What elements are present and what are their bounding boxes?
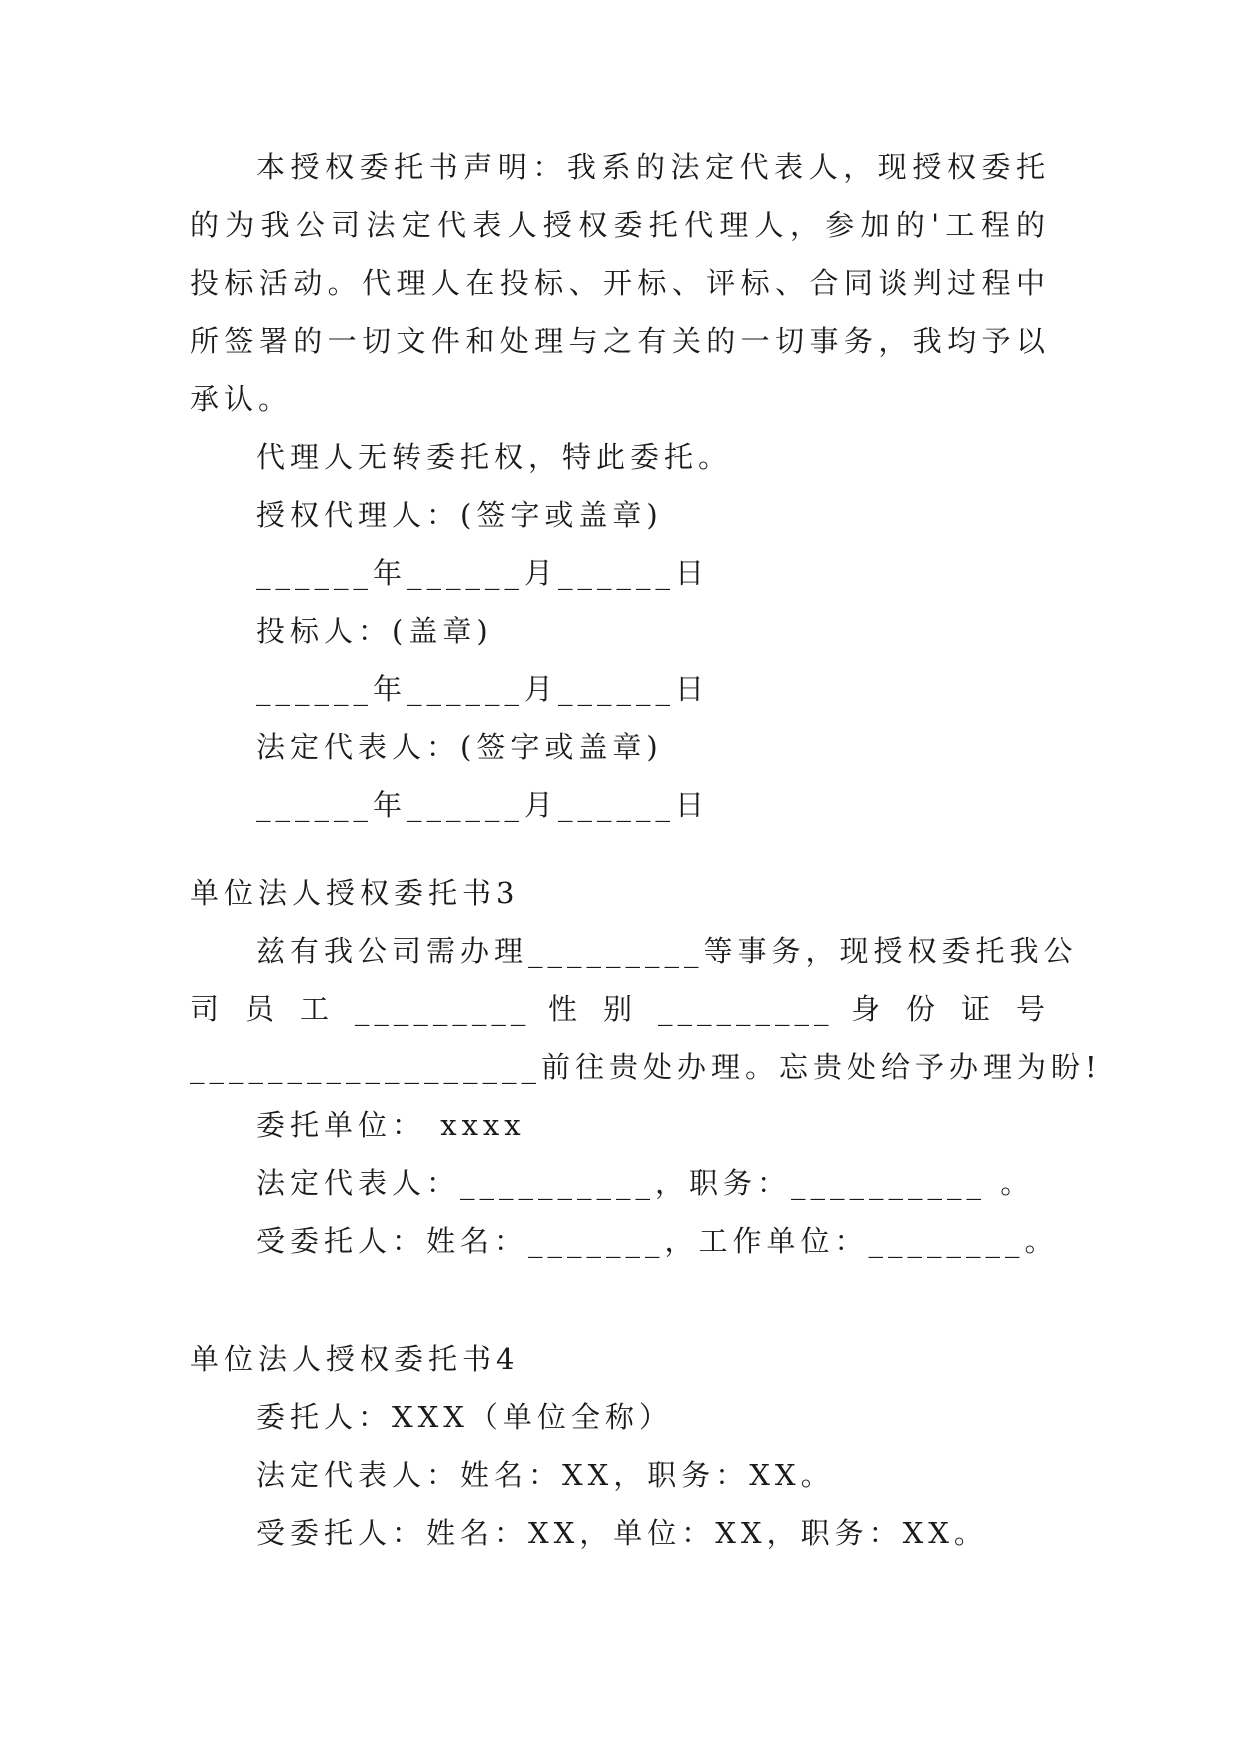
id-number-line: __________________前往贵处办理。忘贵处给予办理为盼! <box>190 1050 1102 1084</box>
request-line: 兹有我公司需办理_________等事务，现授权委托我公 <box>256 934 1078 968</box>
section-title: 单位法人授权委托书3 <box>190 876 520 910</box>
principal-line: 委托人：XXX（单位全称） <box>256 1400 673 1434</box>
employee-info-line: 司 员 工 _________ 性 别 _________ 身 份 证 号 <box>190 992 1050 1026</box>
statement-paragraph: 本授权委托书声明：我系的法定代表人，现授权委托的为我公司法定代表人授权委托代理人，参加的'工程的投标活动。代理人在投标、开标、评标、合同谈判过程中所签署的一切文件和处理与之有关的一切事务，我均予以承认。 <box>190 150 1050 416</box>
no-subdelegation-line: 代理人无转委托权，特此委托。 <box>256 440 733 474</box>
trustee-line: 受委托人：姓名：_______，工作单位：________。 <box>256 1224 1059 1258</box>
section-3 <box>190 864 1102 1270</box>
trustee-line: 受委托人：姓名：XX，单位：XX，职务：XX。 <box>256 1516 988 1550</box>
section-title: 单位法人授权委托书4 <box>190 1342 520 1376</box>
section-4 <box>190 1330 1050 1562</box>
section-2 <box>190 138 1050 834</box>
entrusting-unit-line: 委托单位： xxxx <box>256 1108 526 1142</box>
date-line: ______年______月______日 <box>256 672 710 706</box>
legal-rep-line: 法定代表人：姓名：XX，职务：XX。 <box>256 1458 835 1492</box>
bidder-seal-label: 投标人：(盖章) <box>256 614 493 648</box>
agent-signature-label: 授权代理人：(签字或盖章) <box>256 498 663 532</box>
legal-rep-signature-label: 法定代表人：(签字或盖章) <box>256 730 663 764</box>
date-line: ______年______月______日 <box>256 556 710 590</box>
legal-rep-line: 法定代表人：__________，职务：__________ 。 <box>256 1166 1035 1200</box>
date-line: ______年______月______日 <box>256 788 710 822</box>
